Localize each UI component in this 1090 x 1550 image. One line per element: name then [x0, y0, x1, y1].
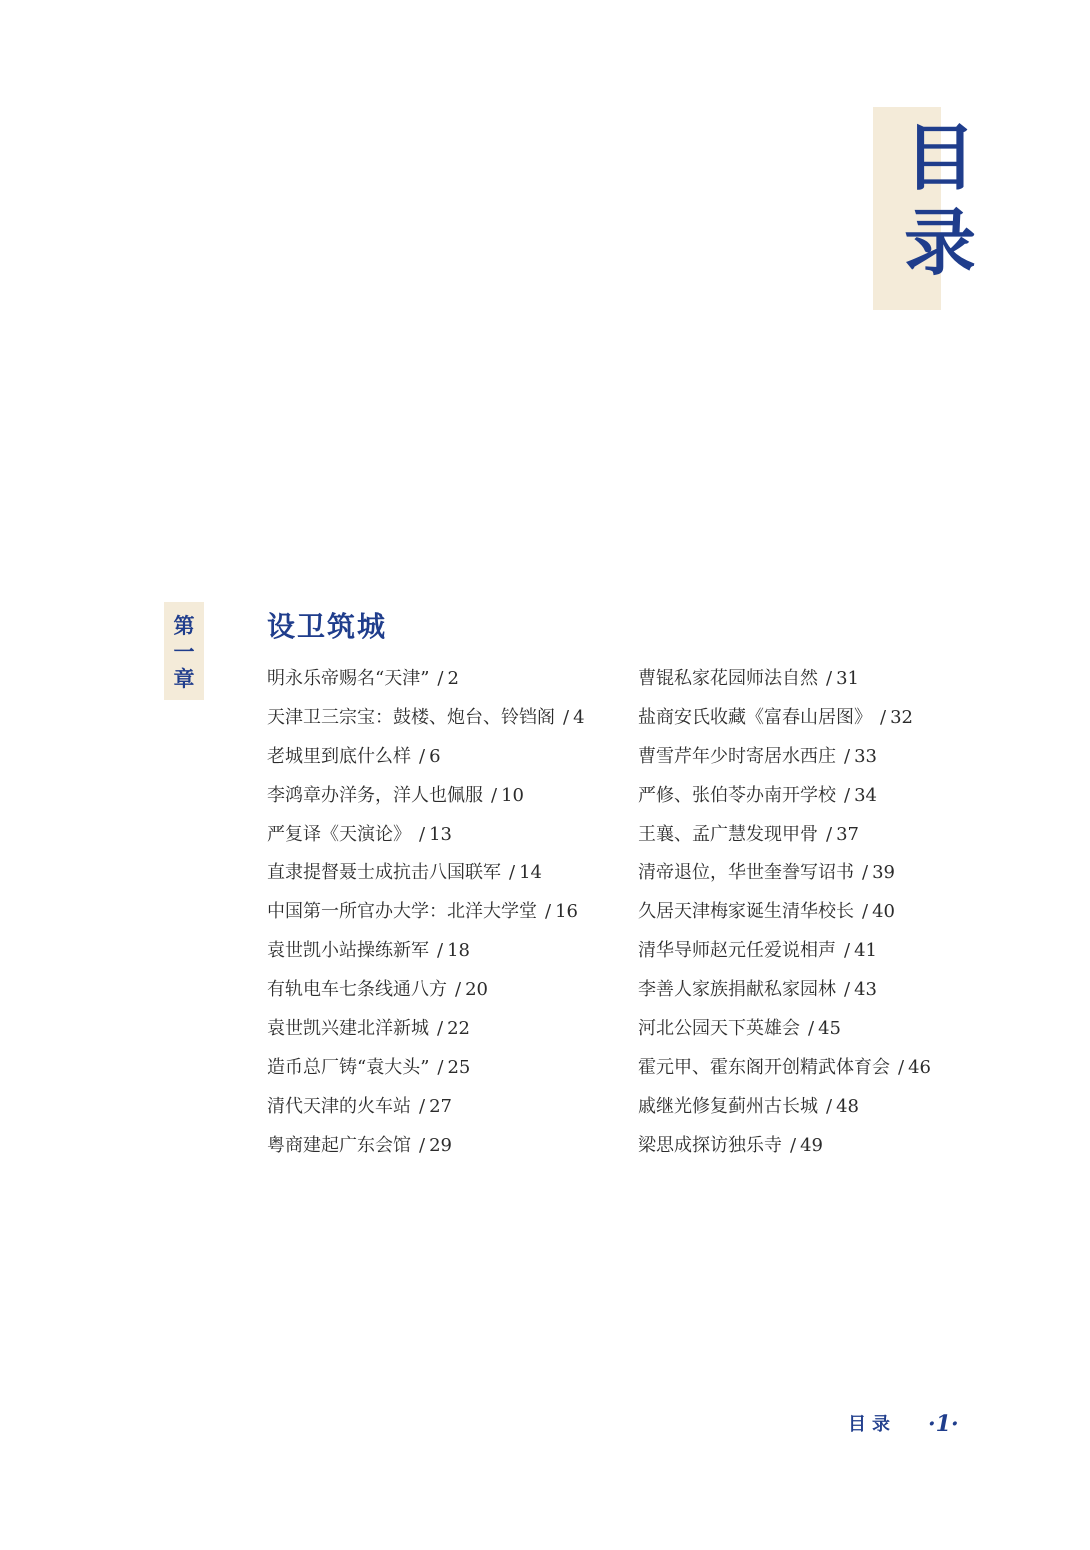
toc-entry-page: 25	[447, 1056, 471, 1078]
toc-entry-separator: /	[563, 706, 570, 728]
toc-entry[interactable]	[638, 738, 978, 777]
toc-entry-title: 明永乐帝赐名“天津”	[267, 668, 430, 689]
toc-entry-separator: /	[880, 706, 887, 728]
toc-entry[interactable]	[638, 660, 978, 699]
toc-entry-separator: /	[844, 784, 851, 806]
toc-entry-separator: /	[898, 1056, 905, 1078]
chapter-title: 设卫筑城	[267, 610, 388, 643]
toc-entry-title: 粤商建起广东会馆	[267, 1134, 411, 1156]
toc-entry-page: 49	[800, 1134, 823, 1156]
toc-entry-title: 老城里到底什么样	[267, 745, 411, 767]
toc-entry[interactable]	[267, 660, 617, 699]
toc-entry[interactable]	[267, 1088, 617, 1127]
toc-entry-separator: /	[419, 1095, 426, 1117]
toc-entry-page: 22	[447, 1018, 470, 1040]
toc-entry-title: 清代天津的火车站	[267, 1095, 411, 1117]
toc-entry-page: 18	[447, 940, 470, 962]
toc-entry-title: 中国第一所官办大学：北洋大学堂	[267, 901, 537, 923]
toc-entry-separator: /	[419, 1134, 426, 1156]
toc-entry-page: 29	[429, 1134, 452, 1156]
toc-left-column	[267, 660, 617, 1166]
toc-entry-separator: /	[419, 745, 426, 767]
toc-entry[interactable]	[267, 816, 617, 855]
toc-entry[interactable]	[267, 893, 617, 932]
toc-entry-page: 39	[872, 862, 895, 884]
toc-entry-page: 31	[836, 668, 859, 689]
toc-entry[interactable]	[267, 971, 617, 1010]
toc-entry-page: 2	[447, 668, 459, 689]
toc-entry-title: 造币总厂铸“袁大头”	[267, 1056, 430, 1078]
toc-entry-separator: /	[808, 1018, 815, 1040]
toc-entry-title: 袁世凯兴建北洋新城	[267, 1018, 429, 1040]
toc-entry-page: 16	[555, 901, 578, 923]
toc-entry[interactable]	[638, 1010, 978, 1049]
toc-entry-title: 盐商安氏收藏《富春山居图》	[638, 706, 872, 728]
toc-entry-page: 45	[818, 1018, 841, 1040]
toc-entry-title: 戚继光修复蓟州古长城	[638, 1095, 818, 1117]
toc-entry-page: 48	[836, 1095, 859, 1117]
toc-entry[interactable]	[638, 1127, 978, 1166]
toc-entry[interactable]	[267, 854, 617, 893]
toc-entry-title: 曹锟私家花园师法自然	[638, 668, 818, 689]
toc-entry-title: 李鸿章办洋务，洋人也佩服	[267, 784, 483, 806]
toc-entry[interactable]	[638, 699, 978, 738]
toc-entry-title: 有轨电车七条线通八方	[267, 979, 447, 1001]
toc-entry-separator: /	[419, 823, 426, 845]
toc-entry[interactable]	[267, 777, 617, 816]
toc-entry[interactable]	[638, 893, 978, 932]
toc-entry-title: 天津卫三宗宝：鼓楼、炮台、铃铛阁	[267, 706, 555, 728]
toc-entry-separator: /	[455, 979, 462, 1001]
toc-entry[interactable]	[638, 971, 978, 1010]
footer-page-number: ·1·	[928, 1411, 959, 1437]
toc-entry[interactable]	[267, 738, 617, 777]
chapter-tab-char-2: 一	[173, 640, 195, 664]
toc-entry-separator: /	[437, 1018, 444, 1040]
toc-entry-title: 李善人家族捐献私家园林	[638, 979, 836, 1001]
toc-entry-page: 32	[890, 706, 913, 728]
toc-entry-title: 王襄、孟广慧发现甲骨	[638, 823, 818, 845]
toc-entry-title: 梁思成探访独乐寺	[638, 1134, 782, 1156]
toc-entry-title: 霍元甲、霍东阁开创精武体育会	[638, 1056, 890, 1078]
toc-entry[interactable]	[638, 932, 978, 971]
toc-entry-title: 曹雪芹年少时寄居水西庄	[638, 745, 836, 767]
toc-entry-page: 6	[429, 745, 441, 767]
toc-entry-separator: /	[437, 940, 444, 962]
toc-entry-separator: /	[790, 1134, 797, 1156]
toc-entry-title: 直隶提督聂士成抗击八国联军	[267, 862, 501, 884]
toc-entry-page: 46	[908, 1056, 931, 1078]
toc-entry[interactable]	[267, 1049, 617, 1088]
toc-entry-title: 河北公园天下英雄会	[638, 1018, 800, 1040]
toc-entry-page: 33	[854, 745, 877, 767]
toc-entry-separator: /	[491, 784, 498, 806]
toc-entry-title: 久居天津梅家诞生清华校长	[638, 901, 854, 923]
toc-entry-separator: /	[437, 1056, 444, 1078]
toc-right-column	[638, 660, 978, 1166]
toc-entry-page: 41	[854, 940, 877, 962]
toc-entry-separator: /	[509, 862, 516, 884]
toc-entry-page: 34	[854, 784, 877, 806]
toc-entry-separator: /	[844, 940, 851, 962]
toc-entry[interactable]	[638, 777, 978, 816]
toc-entry[interactable]	[267, 932, 617, 971]
toc-entry-title: 清华导师赵元任爱说相声	[638, 940, 836, 962]
page-title-char-2: 录	[903, 201, 976, 285]
toc-entry-page: 43	[854, 979, 877, 1001]
chapter-tab-char-3: 章	[173, 667, 195, 691]
toc-entry[interactable]	[638, 1049, 978, 1088]
toc-entry-separator: /	[437, 668, 444, 689]
toc-entry-page: 10	[501, 784, 524, 806]
toc-entry-separator: /	[844, 979, 851, 1001]
toc-entry-page: 37	[836, 823, 859, 845]
toc-entry-page: 13	[429, 823, 452, 845]
toc-entry-separator: /	[844, 745, 851, 767]
footer-section-label: 目录	[848, 1414, 896, 1435]
toc-entry-separator: /	[862, 862, 869, 884]
chapter-tab-char-1: 第	[173, 614, 195, 638]
page-title-char-1: 目	[903, 116, 976, 200]
toc-entry-title: 袁世凯小站操练新军	[267, 940, 429, 962]
toc-entry-title: 严复译《天演论》	[267, 823, 411, 845]
toc-entry-separator: /	[862, 901, 869, 923]
toc-entry-page: 20	[465, 979, 488, 1001]
toc-entry-separator: /	[826, 1095, 833, 1117]
toc-entry[interactable]	[267, 1127, 617, 1166]
toc-entry-title: 严修、张伯苓办南开学校	[638, 784, 836, 806]
toc-entry[interactable]	[638, 854, 978, 893]
toc-entry-page: 4	[573, 706, 585, 728]
toc-entry-separator: /	[545, 901, 552, 923]
toc-entry-separator: /	[826, 823, 833, 845]
toc-entry-page: 27	[429, 1095, 452, 1117]
toc-entry-separator: /	[826, 668, 833, 689]
toc-entry[interactable]	[638, 816, 978, 855]
toc-entry-page: 14	[519, 862, 542, 884]
toc-entry[interactable]	[638, 1088, 978, 1127]
toc-entry-page: 40	[872, 901, 895, 923]
toc-entry-title: 清帝退位，华世奎誊写诏书	[638, 862, 854, 884]
toc-entry[interactable]	[267, 1010, 617, 1049]
toc-entry[interactable]	[267, 699, 617, 738]
